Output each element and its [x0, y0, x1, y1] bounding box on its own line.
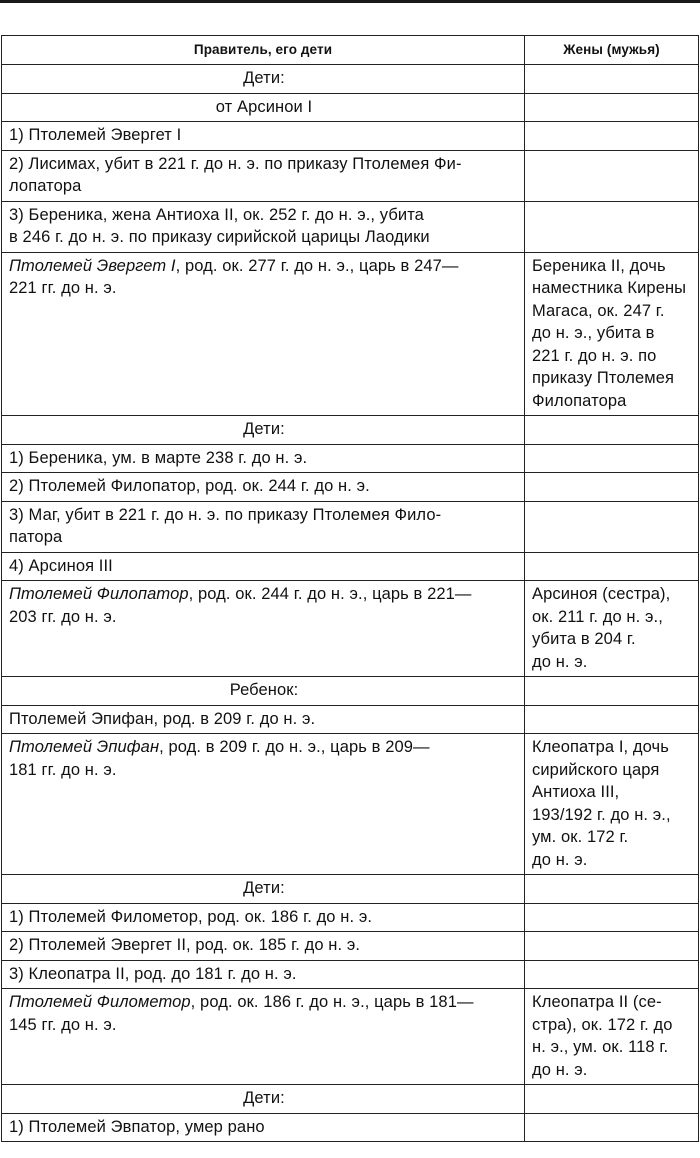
- ruler-name: Птолемей Филопатор: [9, 585, 189, 603]
- spouse-cell: [525, 932, 699, 961]
- section-heading: Дети:: [2, 65, 525, 94]
- section-heading-row: [2, 1085, 699, 1114]
- ruler-details: , род. ок. 277 г. до н. э., царь в 247— 221 гг. до н. э.: [9, 256, 459, 297]
- ruler-row: [2, 252, 699, 416]
- child-cell: 1) Птолемей Филометор, род. ок. 186 г. до н. э.: [2, 903, 525, 932]
- child-row: [2, 444, 699, 473]
- child-row: [2, 1113, 699, 1142]
- child-row: [2, 150, 699, 201]
- spouse-cell: [525, 677, 699, 706]
- child-row: [2, 552, 699, 581]
- child-cell: 1) Береника, ум. в марте 238 г. до н. э.: [2, 444, 525, 473]
- genealogy-table: [1, 35, 699, 1142]
- spouse-cell: Арсиноя (сестра), ок. 211 г. до н. э., убита в 204 г. до н. э.: [525, 581, 699, 677]
- child-cell: 3) Клеопатра II, род. до 181 г. до н. э.: [2, 960, 525, 989]
- section-heading: Дети:: [2, 416, 525, 445]
- table-body: [2, 65, 699, 1142]
- spouse-cell: [525, 473, 699, 502]
- child-cell: 1) Птолемей Эвпатор, умер рано: [2, 1113, 525, 1142]
- spouse-cell: [525, 1113, 699, 1142]
- ruler-details: , род. ок. 244 г. до н. э., царь в 221— 203 гг. до н. э.: [9, 585, 472, 626]
- child-row: [2, 122, 699, 151]
- spouse-cell: [525, 875, 699, 904]
- section-heading: от Арсинои I: [2, 93, 525, 122]
- child-row: [2, 473, 699, 502]
- child-cell: 3) Маг, убит в 221 г. до н. э. по приказу Птолемея Фило- патора: [2, 501, 525, 552]
- spouse-cell: [525, 122, 699, 151]
- ruler-details: , род. ок. 186 г. до н. э., царь в 181— 145 гг. до н. э.: [9, 993, 474, 1034]
- ruler-name: Птолемей Эпифан: [9, 738, 160, 756]
- table-header-row: [2, 36, 699, 65]
- ruler-cell: [2, 734, 525, 875]
- ruler-cell: [2, 581, 525, 677]
- spouse-cell: Береника II, дочь наместника Кирены Магаса, ок. 247 г. до н. э., убита в 221 г. до н. э. по приказу Птолемея Филопатора: [525, 252, 699, 416]
- ruler-name: Птолемей Эвергет I: [9, 256, 176, 275]
- spouse-cell: [525, 65, 699, 94]
- child-row: [2, 932, 699, 961]
- spouse-cell: [525, 150, 699, 201]
- spouse-cell: [525, 960, 699, 989]
- section-heading-row: [2, 677, 699, 706]
- child-cell: 1) Птолемей Эвергет I: [2, 122, 525, 151]
- spouse-cell: [525, 903, 699, 932]
- child-cell: 2) Птолемей Эвергет II, род. ок. 185 г. до н. э.: [2, 932, 525, 961]
- child-cell: 2) Лисимах, убит в 221 г. до н. э. по приказу Птолемея Фи- лопатора: [2, 150, 525, 201]
- child-cell: 4) Арсиноя III: [2, 552, 525, 581]
- child-row: [2, 705, 699, 734]
- ruler-name: Птолемей Филометор: [9, 993, 191, 1011]
- spouse-cell: [525, 201, 699, 252]
- child-row: [2, 501, 699, 552]
- ruler-cell: [2, 989, 525, 1085]
- spouse-cell: [525, 501, 699, 552]
- ruler-row: [2, 989, 699, 1085]
- spouse-cell: [525, 552, 699, 581]
- child-cell: 3) Береника, жена Антиоха II, ок. 252 г. до н. э., убита в 246 г. до н. э. по приказу сирийской царицы Лаодики: [2, 201, 525, 252]
- header-spouses: Жены (мужья): [525, 36, 699, 65]
- child-cell: 2) Птолемей Филопатор, род. ок. 244 г. до н. э.: [2, 473, 525, 502]
- top-rule: [0, 0, 700, 3]
- child-row: [2, 960, 699, 989]
- section-heading-row: [2, 416, 699, 445]
- ruler-row: [2, 734, 699, 875]
- child-cell: Птолемей Эпифан, род. в 209 г. до н. э.: [2, 705, 525, 734]
- spouse-cell: [525, 444, 699, 473]
- spouse-cell: Клеопатра I, дочь сирийского царя Антиоха III, 193/192 г. до н. э., ум. ок. 172 г. до н. э.: [525, 734, 699, 875]
- ruler-row: [2, 581, 699, 677]
- section-heading-row: [2, 875, 699, 904]
- section-heading: Ребенок:: [2, 677, 525, 706]
- section-heading-row: [2, 65, 699, 94]
- header-ruler: Правитель, его дети: [2, 36, 525, 65]
- child-row: [2, 903, 699, 932]
- child-row: [2, 201, 699, 252]
- ruler-details: , род. в 209 г. до н. э., царь в 209— 181 гг. до н. э.: [9, 738, 430, 779]
- ruler-cell: [2, 252, 525, 416]
- spouse-cell: Клеопатра II (се- стра), ок. 172 г. до н. э., ум. ок. 118 г. до н. э.: [525, 989, 699, 1085]
- spouse-cell: [525, 1085, 699, 1114]
- spouse-cell: [525, 705, 699, 734]
- section-heading-row: [2, 93, 699, 122]
- section-heading: Дети:: [2, 1085, 525, 1114]
- section-heading: Дети:: [2, 875, 525, 904]
- spouse-cell: [525, 93, 699, 122]
- spouse-cell: [525, 416, 699, 445]
